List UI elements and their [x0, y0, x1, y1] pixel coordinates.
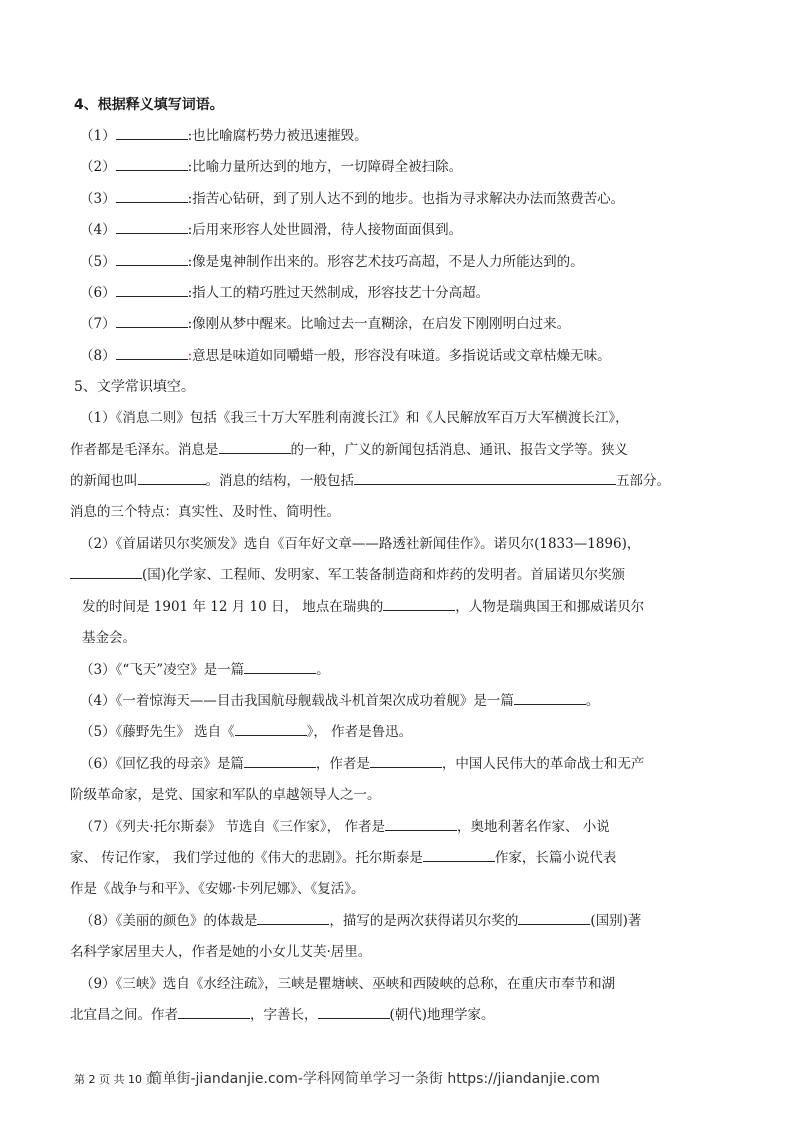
q5-item-1: （1）《消息二则》包括《我三十万大军胜利南渡长江》和《人民解放军百万大军横渡长江》， 作者都是毛泽东。消息是 的一种，广义的新闻包括消息、通讯、报告文学等。狭义 的新闻也叫 。消息的结构，一般包括 五部分。 消息的三个特点：真实性、及时性、简明性。 — [70, 410, 670, 521]
answer-blank[interactable] — [514, 692, 586, 705]
q4-item-4: （4） :后用来形容人处世圆滑，待人接物面面俱到。 — [80, 222, 463, 239]
answer-blank[interactable] — [518, 912, 590, 925]
q4-heading: 4、根据释义填写词语。 — [74, 97, 224, 113]
answer-blank[interactable] — [116, 284, 188, 297]
answer-blank[interactable] — [244, 661, 316, 674]
answer-blank[interactable] — [116, 347, 188, 360]
answer-blank[interactable] — [116, 221, 188, 234]
q4-item-5: （5） :像是鬼神制作出来的。形容艺术技巧高超，不是人力所能达到的。 — [80, 253, 584, 270]
answer-blank[interactable] — [318, 1006, 390, 1019]
page-number: 第 2 页 共 10 页 — [74, 1073, 157, 1086]
answer-blank[interactable] — [383, 598, 455, 611]
q4-item-1: （1） :也比喻腐朽势力被迅速摧毁。 — [80, 128, 368, 144]
q5-item-8: （8）《美丽的颜色》的体裁是 ，描写的是两次获得诺贝尔奖的 (国别)著 名科学家居里夫人，作者是她的小女儿艾芙·居里。 — [70, 912, 642, 961]
q5-item-5: （5）《藤野先生》 选自《 》， 作者是鲁迅。 — [80, 724, 413, 741]
q4-item-7: （7） :像刚从梦中醒来。比喻过去一直糊涂，在启发下刚刚明白过来。 — [80, 316, 571, 333]
page-footer — [74, 1068, 600, 1088]
answer-blank[interactable] — [244, 755, 316, 768]
q4-item-3: （3） :指苦心钻研，到了别人达不到的地步。也指为寻求解决办法而煞费苦心。 — [80, 190, 625, 207]
q5-item-4: （4）《一着惊海天——目击我国航母舰载战斗机首架次成功着舰》是一篇 。 — [80, 692, 600, 709]
q5-heading: 5、文学常识填空。 — [74, 379, 195, 396]
q5-item-7: （7）《列夫·托尔斯泰》 节选自《三作家》， 作者是 ，奥地利著名作家、 小说 家、 传记作家， 我们学过他的《伟大的悲剧》。托尔斯泰是 作家，长篇小说代表 作是《战争与和平》、《安娜·卡列尼娜》、《复活》。 — [70, 818, 617, 898]
q5-item-3: （3）《“飞天”凌空》是一篇 。 — [80, 661, 330, 678]
answer-blank[interactable] — [370, 755, 442, 768]
answer-blank[interactable] — [354, 472, 616, 485]
answer-blank[interactable] — [116, 190, 188, 203]
q5-item-6: （6）《回忆我的母亲》是篇 ，作者是 ，中国人民伟大的革命战士和无产 阶级革命家，是党、国家和军队的卓越领导人之一。 — [70, 755, 645, 804]
answer-blank[interactable] — [257, 912, 329, 925]
q4-item-8: （8） :意思是味道如同嚼蜡一般，形容没有味道。多指说话或文章枯燥无味。 — [80, 347, 611, 364]
answer-blank[interactable] — [116, 315, 188, 328]
answer-blank[interactable] — [116, 253, 188, 266]
answer-blank[interactable] — [219, 441, 291, 454]
q5-item-2: （2）《首届诺贝尔奖颁发》选自《百年好文章——路透社新闻佳作》。诺贝尔(1833—1896)， (国)化学家、工程师、发明家、军工装备制造商和炸药的发明者。首届诺贝尔奖颁 发的时间是 1901 年 12 月 10 日， 地点在瑞典的 ，人物是瑞典国王和挪威诺贝尔 基金会。 — [80, 529, 740, 655]
answer-blank[interactable] — [235, 723, 307, 736]
q5-item-9: （9）《三峡》选自《水经注疏》，三峡是瞿塘峡、巫峡和西陵峡的总称，在重庆市奉节和湖 北宜昌之间。作者 ，字善长， (朝代)地理学家。 — [70, 975, 616, 1023]
q4-item-6: （6） :指人工的精巧胜过天然制成，形容技艺十分高超。 — [80, 285, 490, 302]
answer-blank[interactable] — [423, 849, 495, 862]
watermark-text[interactable]: 简单街-jiandanjie.com-学科网简单学习一条街 https://jiandanjie.com — [148, 1071, 600, 1087]
answer-blank[interactable] — [178, 1006, 250, 1019]
answer-blank[interactable] — [116, 158, 188, 171]
answer-blank[interactable] — [116, 127, 188, 140]
q4-item-2: （2） :比喻力量所达到的地方，一切障碍全被扫除。 — [80, 159, 463, 176]
answer-blank[interactable] — [385, 818, 457, 831]
answer-blank[interactable] — [138, 472, 206, 485]
answer-blank[interactable] — [70, 566, 142, 579]
document-body — [70, 90, 740, 1031]
